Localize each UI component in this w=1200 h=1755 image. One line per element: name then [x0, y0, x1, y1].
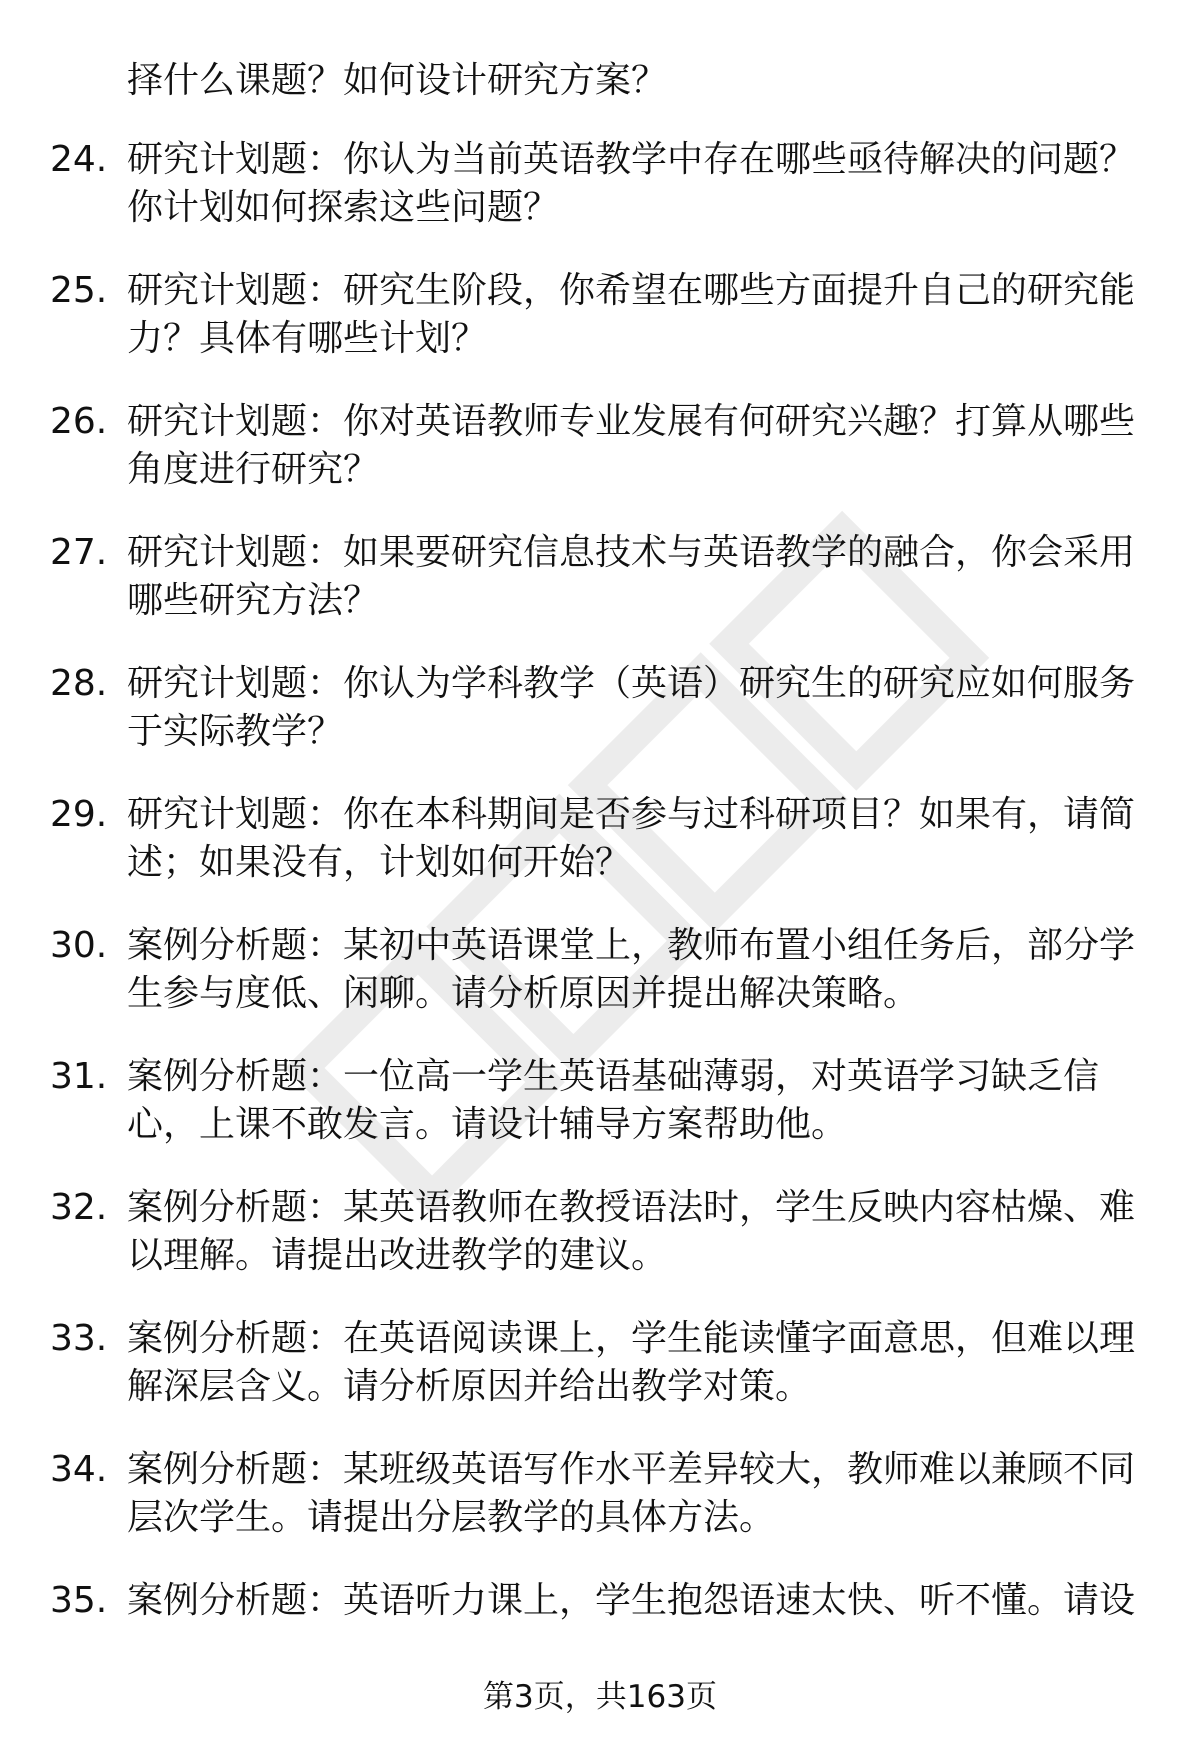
question-item: [0, 660, 1200, 791]
question-item: [0, 267, 1200, 398]
question-item: [0, 1053, 1200, 1184]
question-number: 24.: [50, 139, 108, 180]
question-number: 31.: [50, 1056, 108, 1097]
question-text: [127, 1053, 1137, 1149]
question-number: 32.: [50, 1187, 108, 1228]
question-text-line: 案例分析题：英语听力课上，学生抱怨语速太快、听不懂。请设: [127, 1580, 1136, 1621]
question-number: 35.: [50, 1580, 108, 1621]
question-number: 26.: [50, 401, 108, 442]
question-item: [0, 398, 1200, 529]
question-text-line: 研究计划题：你对英语教师专业发展有何研究兴趣？打算从哪些: [127, 401, 1136, 442]
question-item: [0, 1315, 1200, 1446]
question-number: 34.: [50, 1449, 108, 1490]
question-number: 25.: [50, 270, 108, 311]
question-text-line: 角度进行研究？: [127, 449, 380, 490]
question-text-line: 案例分析题：在英语阅读课上，学生能读懂字面意思，但难以理: [127, 1318, 1136, 1359]
question-text-line: 于实际教学？: [127, 711, 344, 752]
question-text: [127, 922, 1137, 1018]
page-footer: 第3页，共163页: [483, 1679, 717, 1715]
question-text: [127, 660, 1137, 756]
question-text: [127, 1446, 1137, 1542]
question-text: [127, 398, 1137, 494]
question-text: [127, 1577, 1137, 1625]
question-text: [127, 1315, 1137, 1411]
question-text: [127, 267, 1137, 363]
question-list: [0, 136, 1200, 1708]
question-text: [127, 791, 1137, 887]
question-text-line: 生参与度低、闲聊。请分析原因并提出解决策略。: [127, 973, 920, 1014]
question-text-line: 述；如果没有，计划如何开始？: [127, 842, 632, 883]
question-text-line: 解深层含义。请分析原因并给出教学对策。: [127, 1366, 812, 1407]
continuation-line: 择什么课题？如何设计研究方案？: [127, 60, 668, 101]
question-text-line: 力？具体有哪些计划？: [127, 318, 488, 359]
question-text-line: 案例分析题：某初中英语课堂上，教师布置小组任务后，部分学: [127, 925, 1136, 966]
question-text-line: 你计划如何探索这些问题？: [127, 187, 560, 228]
question-text-line: 以理解。请提出改进教学的建议。: [127, 1235, 668, 1276]
question-number: 33.: [50, 1318, 108, 1359]
question-text-line: 研究计划题：你在本科期间是否参与过科研项目？如果有，请简: [127, 794, 1136, 835]
question-text-line: 研究计划题：研究生阶段，你希望在哪些方面提升自己的研究能: [127, 270, 1136, 311]
question-text: [127, 529, 1137, 625]
question-text-line: 案例分析题：某班级英语写作水平差异较大，教师难以兼顾不同: [127, 1449, 1136, 1490]
question-number: 27.: [50, 532, 108, 573]
question-text: [127, 1184, 1137, 1280]
question-text-line: 心，上课不敢发言。请设计辅导方案帮助他。: [127, 1104, 848, 1145]
question-item: [0, 529, 1200, 660]
question-text-line: 案例分析题：一位高一学生英语基础薄弱，对英语学习缺乏信: [127, 1056, 1100, 1097]
question-item: [0, 791, 1200, 922]
question-text-line: 研究计划题：你认为当前英语教学中存在哪些亟待解决的问题？: [127, 139, 1136, 180]
question-number: 28.: [50, 663, 108, 704]
question-text-line: 研究计划题：如果要研究信息技术与英语教学的融合，你会采用: [127, 532, 1136, 573]
question-text-line: 研究计划题：你认为学科教学（英语）研究生的研究应如何服务: [127, 663, 1136, 704]
question-number: 30.: [50, 925, 108, 966]
question-text: [127, 136, 1137, 232]
question-number: 29.: [50, 794, 108, 835]
question-item: [0, 136, 1200, 267]
question-text-line: 层次学生。请提出分层教学的具体方法。: [127, 1497, 776, 1538]
question-item: [0, 1446, 1200, 1577]
question-text-line: 案例分析题：某英语教师在教授语法时，学生反映内容枯燥、难: [127, 1187, 1136, 1228]
question-item: [0, 1184, 1200, 1315]
question-text-line: 哪些研究方法？: [127, 580, 380, 621]
question-item: [0, 922, 1200, 1053]
